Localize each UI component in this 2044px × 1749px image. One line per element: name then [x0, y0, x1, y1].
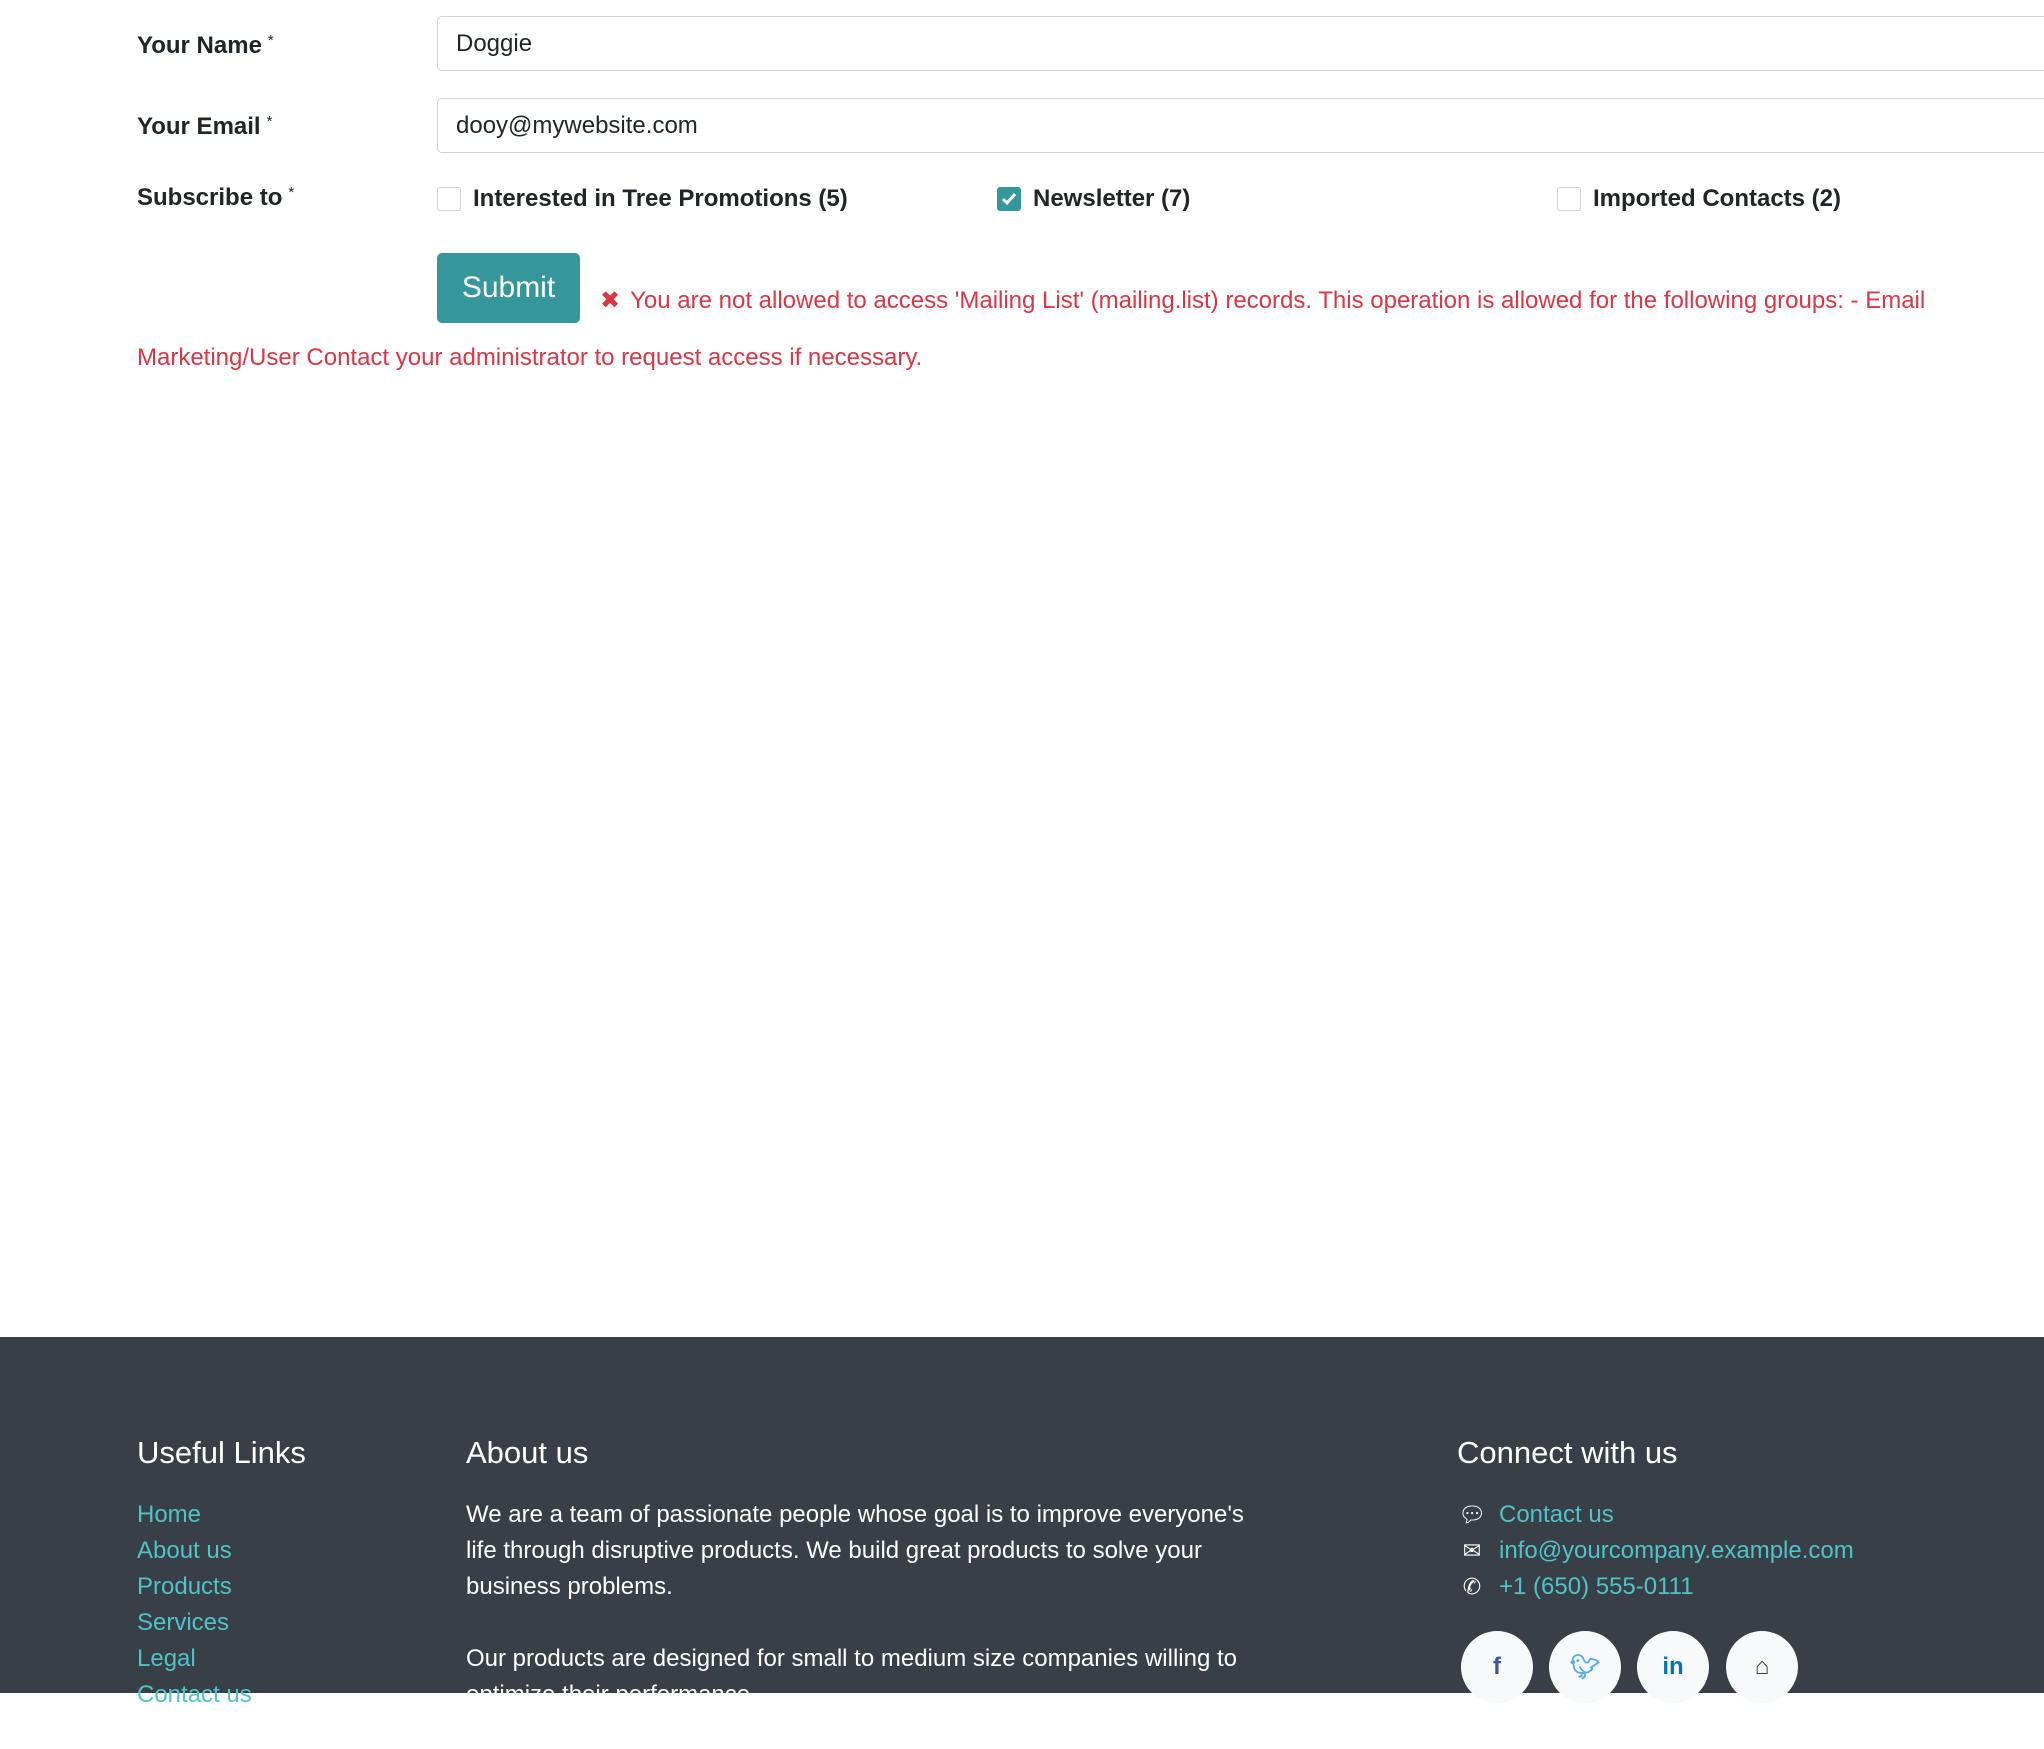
facebook-icon[interactable]: f — [1461, 1631, 1533, 1703]
checkbox-label: Interested in Tree Promotions (5) — [473, 185, 848, 212]
checkbox-imported-contacts[interactable] — [1557, 185, 1841, 213]
checkbox-label: Newsletter (7) — [1033, 185, 1191, 212]
contact-us-link[interactable]: Contact us — [1499, 1501, 1614, 1528]
link-about[interactable]: About us — [137, 1537, 232, 1564]
twitter-icon[interactable]: 🐦︎ — [1549, 1631, 1621, 1703]
subscribe-label — [137, 184, 294, 212]
contact-list — [1457, 1497, 1854, 1605]
required-mark: * — [267, 32, 274, 49]
link-products[interactable]: Products — [137, 1573, 232, 1600]
email-label — [137, 113, 272, 141]
required-mark: * — [288, 184, 295, 201]
name-label-text: Your Name — [137, 32, 262, 59]
link-legal[interactable]: Legal — [137, 1645, 196, 1672]
about-text — [466, 1497, 1266, 1749]
envelope-icon: ✉ — [1462, 1538, 1482, 1563]
submit-button[interactable]: Submit — [437, 253, 580, 323]
linkedin-icon[interactable]: in — [1637, 1631, 1709, 1703]
email-link[interactable]: info@yourcompany.example.com — [1499, 1537, 1854, 1564]
useful-links-title: Useful Links — [137, 1435, 306, 1470]
checkbox-label: Imported Contacts (2) — [1593, 185, 1842, 212]
subscribe-label-text: Subscribe to — [137, 184, 283, 211]
email-input[interactable] — [437, 98, 2044, 153]
error-text: You are not allowed to access 'Mailing List' (mailing.list) records. This operation is allowed for the following groups: - Email Marketing/User Contact your administrator to request access if necessary. — [137, 287, 1926, 371]
link-services[interactable]: Services — [137, 1609, 230, 1636]
required-mark: * — [266, 113, 273, 130]
checkbox-tree-promotions[interactable] — [437, 185, 848, 213]
checkbox-box[interactable] — [1557, 187, 1581, 211]
phone-icon: ✆ — [1462, 1574, 1482, 1599]
email-label-text: Your Email — [137, 113, 261, 140]
about-title: About us — [466, 1435, 589, 1470]
link-home[interactable]: Home — [137, 1501, 202, 1528]
link-contact[interactable]: Contact us — [137, 1681, 252, 1708]
error-message — [137, 272, 2017, 386]
connect-title: Connect with us — [1457, 1435, 1678, 1470]
checkbox-newsletter[interactable] — [997, 185, 1190, 213]
check-icon — [1001, 192, 1017, 206]
about-paragraph: Our products are designed for small to medium size companies willing to optimize their performance. — [466, 1645, 1238, 1708]
home-icon[interactable]: ⌂ — [1726, 1631, 1798, 1703]
comment-icon: 💬︎ — [1458, 1502, 1486, 1527]
checkbox-box[interactable] — [437, 187, 461, 211]
useful-links — [137, 1497, 252, 1713]
error-x-icon: ✖ — [600, 287, 621, 314]
footer — [0, 1337, 2044, 1708]
phone-link[interactable]: +1 (650) 555-0111 — [1499, 1573, 1694, 1600]
name-label — [137, 32, 274, 60]
checkbox-box-checked[interactable] — [997, 187, 1021, 211]
name-input[interactable] — [437, 16, 2044, 71]
about-paragraph: We are a team of passionate people whose goal is to improve everyone's life through disruptive products. We build great products to solve your business problems. — [466, 1501, 1244, 1600]
